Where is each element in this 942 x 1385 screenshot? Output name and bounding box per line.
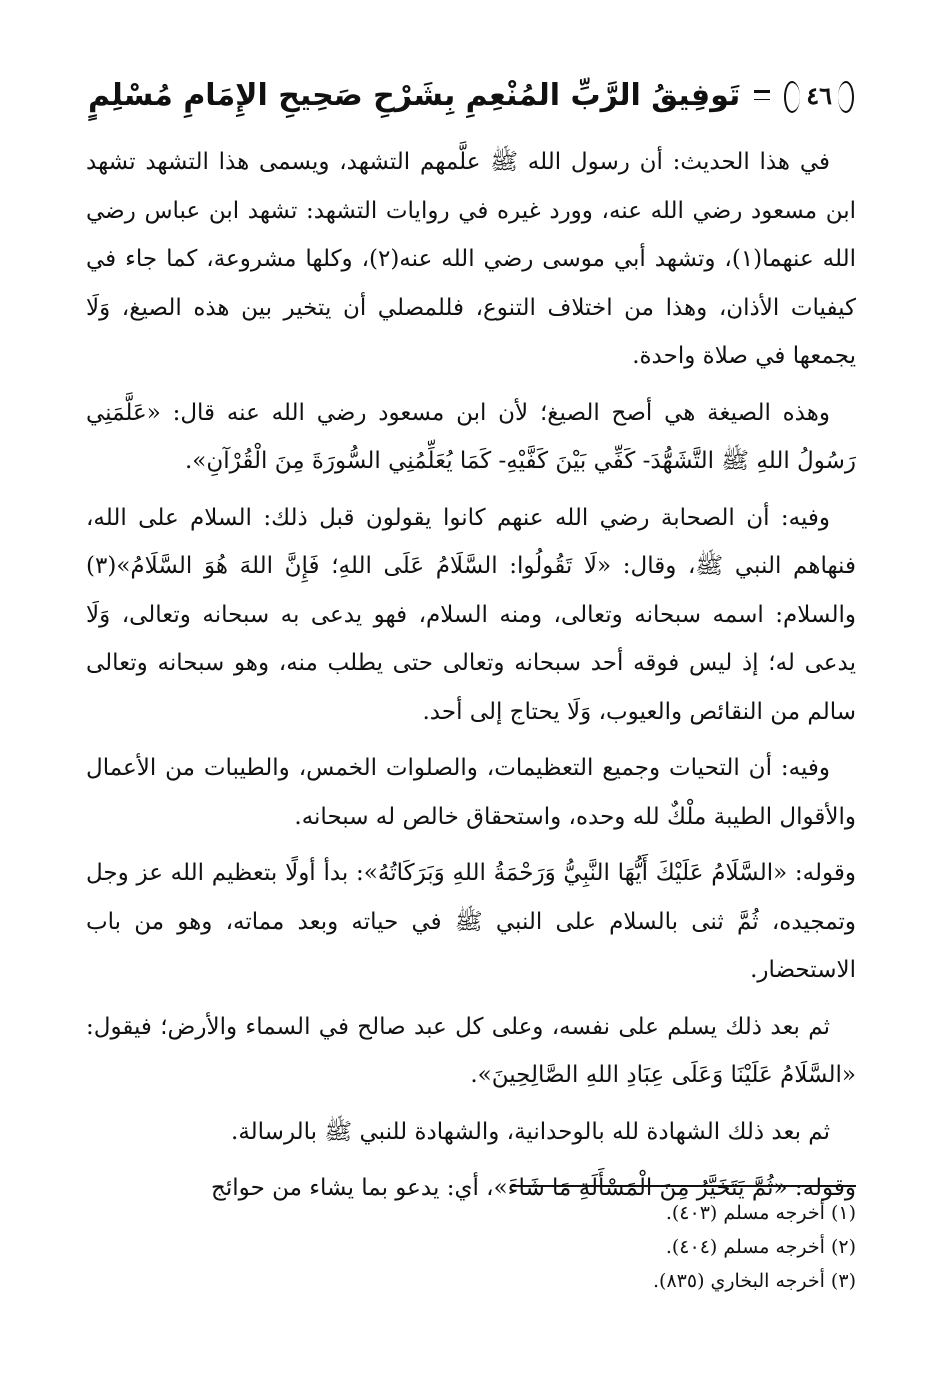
paragraph-1: في هذا الحديث: أن رسول الله ﷺ علَّمهم التشهد، ويسمى هذا التشهد تشهد ابن مسعود رضي الله عنه، وورد غيره في روايات التشهد: تشهد ابن عباس رضي الله عنهما(١)، وتشهد أبي موسى رضي الله عنه(٢)، وكلها مشروعة، كما جاء في كيفيات الأذان، وهذا من اختلاف التنوع، فللمصلي أن يتخير بين هذه الصيغ، وَلَا يجمعها في صلاة واحدة. [86, 149, 857, 369]
footnote-1: (١) أخرجه مسلم (٤٠٣). [665, 1202, 856, 1224]
header-rule [754, 90, 770, 100]
paragraph-7: ثم بعد ذلك الشهادة لله بالوحدانية، والشهادة للنبي ﷺ بالرسالة. [231, 1118, 830, 1145]
paragraph-2: وهذه الصيغة هي أصح الصيغ؛ لأن ابن مسعود رضي الله عنه قال: «عَلَّمَنِي رَسُولُ اللهِ ﷺ التَّشَهُّدَ- كَفِّي بَيْنَ كَفَّيْهِ- كَمَا يُعَلِّمُنِي السُّورَةَ مِنَ الْقُرْآنِ». [86, 399, 856, 474]
paragraph-5: وقوله: «السَّلَامُ عَلَيْكَ أَيُّهَا النَّبِيُّ وَرَحْمَةُ اللهِ وَبَرَكَاتُهُ»: بدأ أولًا بتعظيم الله عز وجل وتمجيده، ثُمَّ ثنى بالسلام على النبي ﷺ في حياته وبعد مماته، وهو من باب الاستحضار. [86, 860, 856, 983]
footnote-2: (٢) أخرجه مسلم (٤٠٤). [665, 1236, 856, 1258]
book-title: تَوفِيقُ الرَّبِّ المُنْعِمِ بِشَرْحِ صَحِيحِ الإِمَامِ مُسْلِمٍ [88, 77, 741, 113]
paragraph-3: وفيه: أن الصحابة رضي الله عنهم كانوا يقولون قبل ذلك: السلام على الله، فنهاهم النبي ﷺ، وقال: «لَا تَقُولُوا: السَّلَامُ عَلَى اللهِ؛ فَإِنَّ اللهَ هُوَ السَّلَامُ»(٣) والسلام: اسمه سبحانه وتعالى، ومنه السلام، فهو يدعى به سبحانه وتعالى، وَلَا يدعى له؛ إذ ليس فوقه أحد سبحانه وتعالى حتى يطلب منه، وهو سبحانه وتعالى سالم من النقائص والعيوب، وَلَا يحتاج إلى أحد. [86, 504, 856, 725]
paragraph-8: وقوله: «ثُمَّ يَتَخَيَّرُ مِنَ الْمَسْأَلَةِ مَا شَاءَ»، أي: يدعو بما يشاء من حوائج [211, 1175, 856, 1201]
page-header [88, 60, 854, 130]
main-text [86, 138, 856, 1221]
page-number: ٤٦ [784, 73, 854, 117]
footnote-divider [512, 1185, 856, 1187]
footnotes [86, 1196, 856, 1298]
paragraph-6: ثم بعد ذلك يسلم على نفسه، وعلى كل عبد صالح في السماء والأرض؛ فيقول: «السَّلَامُ عَلَيْنَا وَعَلَى عِبَادِ اللهِ الصَّالِحِينَ». [86, 1013, 856, 1088]
paragraph-4: وفيه: أن التحيات وجميع التعظيمات، والصلوات الخمس، والطيبات من الأعمال والأقوال الطيبة ملْكٌ لله وحده، واستحقاق خالص له سبحانه. [86, 755, 856, 830]
footnote-3: (٣) أخرجه البخاري (٨٣٥). [652, 1270, 856, 1292]
